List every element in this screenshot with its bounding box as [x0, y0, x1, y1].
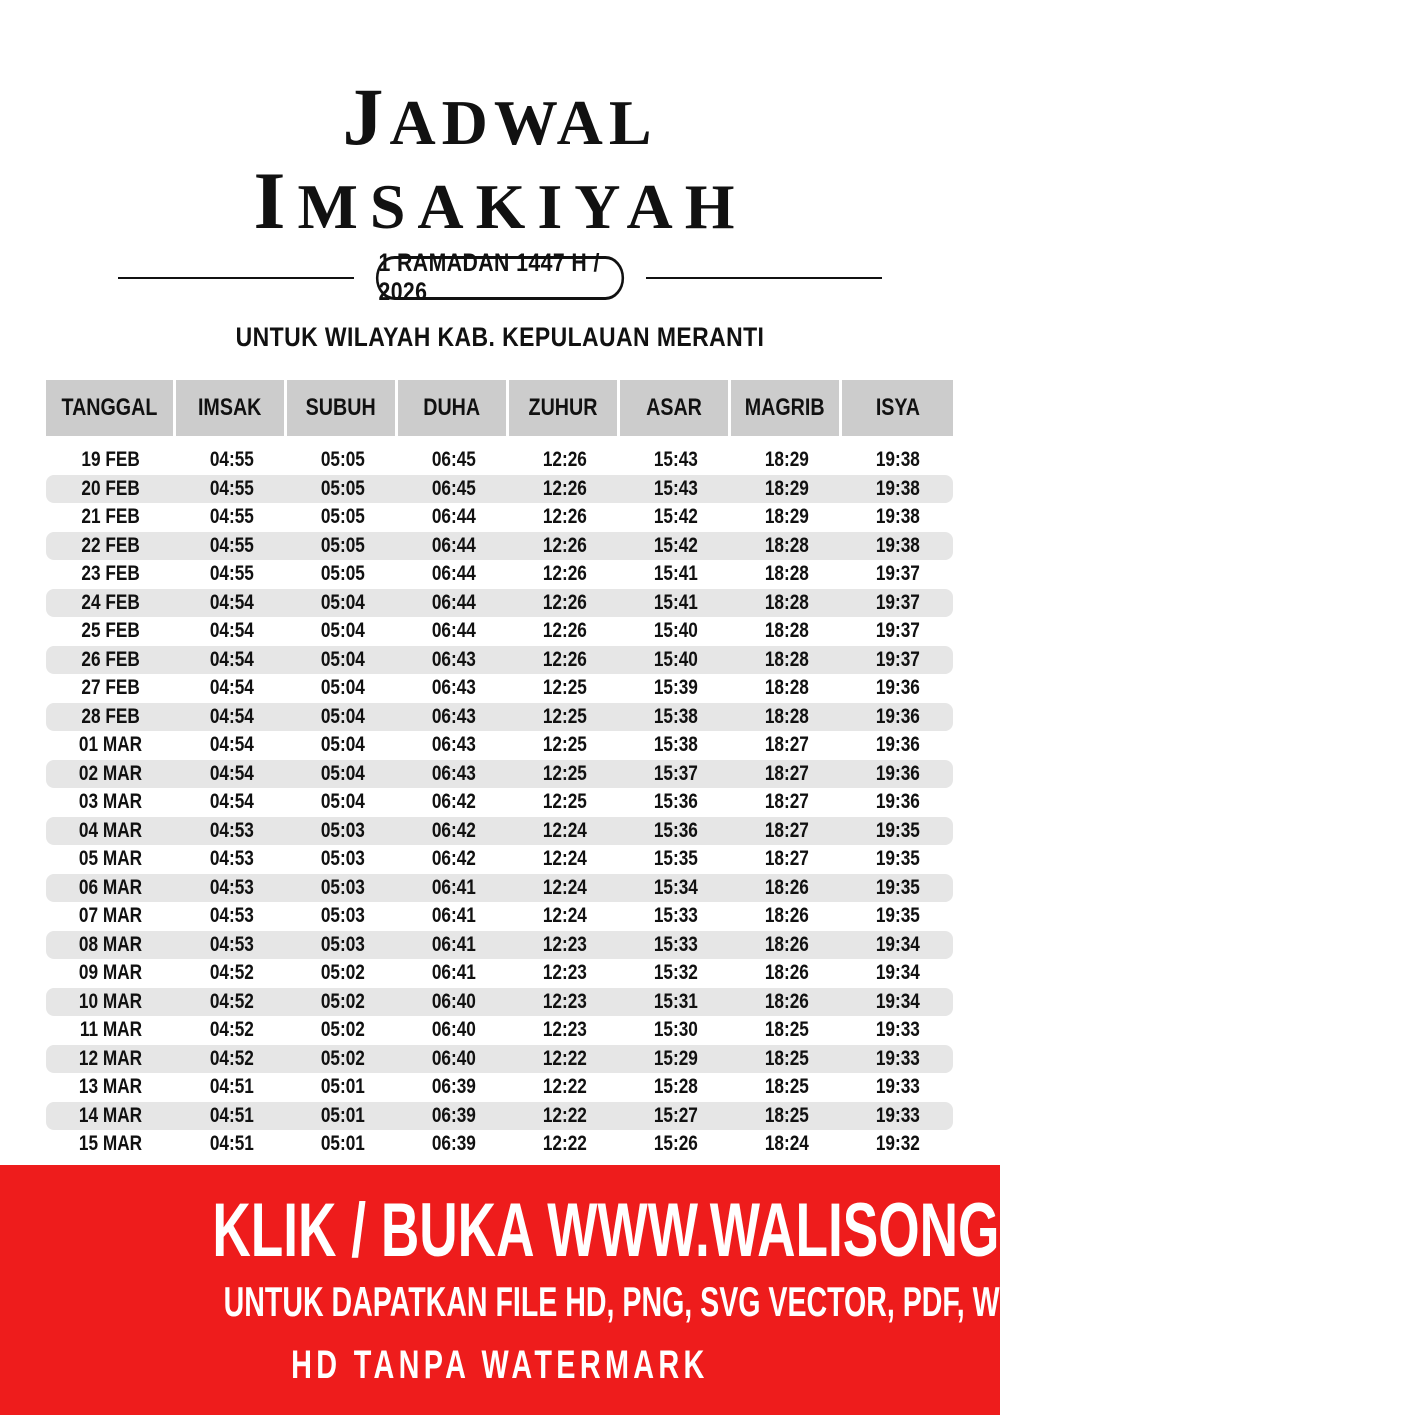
cell-asar: 15:36 [653, 790, 698, 814]
cell-asar: 15:39 [653, 676, 698, 700]
cell-zuhur: 12:24 [542, 818, 587, 842]
cell-magrib: 18:29 [764, 505, 809, 529]
cell-zuhur: 12:23 [542, 932, 587, 956]
cell-zuhur: 12:22 [542, 1103, 587, 1127]
region-subtitle: UNTUK WILAYAH KAB. KEPULAUAN MERANTI [235, 322, 765, 352]
cell-duha: 06:40 [431, 1018, 476, 1042]
table-row [46, 560, 953, 589]
cell-isya: 19:34 [875, 989, 920, 1013]
cell-isya: 19:37 [875, 562, 920, 586]
cell-magrib: 18:28 [764, 562, 809, 586]
cell-zuhur: 12:26 [542, 590, 587, 614]
cell-magrib: 18:26 [764, 904, 809, 928]
promo-banner-note [0, 1345, 1000, 1385]
cell-magrib: 18:28 [764, 676, 809, 700]
cell-subuh: 05:01 [320, 1132, 365, 1156]
cell-imsak: 04:54 [209, 619, 254, 643]
cell-tanggal: 28 FEB [81, 704, 141, 728]
table-row [46, 1073, 953, 1102]
cell-asar: 15:41 [653, 590, 698, 614]
cell-tanggal: 07 MAR [79, 904, 143, 928]
cell-duha: 06:45 [431, 448, 476, 472]
cell-isya: 19:37 [875, 619, 920, 643]
cell-isya: 19:37 [875, 647, 920, 671]
cell-imsak: 04:54 [209, 704, 254, 728]
cell-tanggal: 05 MAR [79, 847, 143, 871]
cell-magrib: 18:25 [764, 1046, 809, 1070]
cell-zuhur: 12:26 [542, 647, 587, 671]
cell-subuh: 05:01 [320, 1103, 365, 1127]
cell-duha: 06:41 [431, 875, 476, 899]
cell-subuh: 05:02 [320, 1046, 365, 1070]
cell-isya: 19:38 [875, 533, 920, 557]
cell-magrib: 18:27 [764, 733, 809, 757]
cell-magrib: 18:27 [764, 761, 809, 785]
cell-tanggal: 20 FEB [81, 476, 141, 500]
cell-asar: 15:43 [653, 476, 698, 500]
table-row [46, 674, 953, 703]
cell-subuh: 05:05 [320, 448, 365, 472]
cell-subuh: 05:03 [320, 875, 365, 899]
cell-magrib: 18:28 [764, 704, 809, 728]
cell-tanggal: 22 FEB [81, 533, 141, 557]
table-row [46, 532, 953, 561]
column-header-duha: DUHA [398, 380, 509, 436]
cell-asar: 15:33 [653, 932, 698, 956]
cell-asar: 15:33 [653, 904, 698, 928]
cell-subuh: 05:04 [320, 704, 365, 728]
cell-asar: 15:38 [653, 733, 698, 757]
cell-tanggal: 14 MAR [79, 1103, 143, 1127]
cell-duha: 06:45 [431, 476, 476, 500]
cell-duha: 06:41 [431, 932, 476, 956]
cell-zuhur: 12:26 [542, 533, 587, 557]
cell-isya: 19:35 [875, 875, 920, 899]
schedule-table-body [46, 446, 953, 1165]
table-row [46, 475, 953, 504]
title-line-2-text: IMSAKIYAH [253, 155, 747, 246]
cell-imsak: 04:54 [209, 647, 254, 671]
cell-magrib: 18:28 [764, 533, 809, 557]
table-row [46, 959, 953, 988]
cell-magrib: 18:25 [764, 1018, 809, 1042]
cell-magrib: 18:28 [764, 619, 809, 643]
cell-zuhur: 12:26 [542, 562, 587, 586]
cell-asar: 15:34 [653, 875, 698, 899]
cell-isya: 19:38 [875, 448, 920, 472]
table-row [46, 731, 953, 760]
table-row [46, 874, 953, 903]
cell-asar: 15:31 [653, 989, 698, 1013]
table-row [46, 1016, 953, 1045]
cell-zuhur: 12:23 [542, 961, 587, 985]
cell-asar: 15:28 [653, 1075, 698, 1099]
cell-duha: 06:42 [431, 790, 476, 814]
cell-asar: 15:37 [653, 761, 698, 785]
cell-tanggal: 19 FEB [81, 448, 141, 472]
cell-zuhur: 12:25 [542, 790, 587, 814]
cell-magrib: 18:25 [764, 1075, 809, 1099]
cell-subuh: 05:03 [320, 932, 365, 956]
cell-asar: 15:40 [653, 647, 698, 671]
table-row [46, 589, 953, 618]
cell-magrib: 18:24 [764, 1132, 809, 1156]
cell-asar: 15:27 [653, 1103, 698, 1127]
cell-tanggal: 21 FEB [81, 505, 141, 529]
table-row [46, 988, 953, 1017]
column-header-zuhur: ZUHUR [509, 380, 620, 436]
cell-duha: 06:44 [431, 533, 476, 557]
promo-subline-text: UNTUK DAPATKAN FILE HD, PNG, SVG VECTOR, PDF, WORD, EXCEL [223, 1278, 1175, 1325]
cell-duha: 06:43 [431, 761, 476, 785]
cell-subuh: 05:04 [320, 761, 365, 785]
cell-isya: 19:36 [875, 676, 920, 700]
cell-subuh: 05:03 [320, 847, 365, 871]
cell-duha: 06:41 [431, 904, 476, 928]
cell-duha: 06:40 [431, 989, 476, 1013]
column-header-tanggal: TANGGAL [46, 380, 176, 436]
column-header-imsak: IMSAK [176, 380, 287, 436]
cell-tanggal: 13 MAR [79, 1075, 143, 1099]
period-badge: 1 RAMADAN 1447 H / 2026 [376, 256, 624, 300]
cell-isya: 19:36 [875, 761, 920, 785]
cell-isya: 19:34 [875, 961, 920, 985]
column-header-asar: ASAR [620, 380, 731, 436]
cell-tanggal: 12 MAR [79, 1046, 143, 1070]
cell-duha: 06:42 [431, 818, 476, 842]
cell-isya: 19:32 [875, 1132, 920, 1156]
cell-imsak: 04:55 [209, 448, 254, 472]
cell-isya: 19:33 [875, 1046, 920, 1070]
cell-imsak: 04:55 [209, 562, 254, 586]
cell-magrib: 18:28 [764, 590, 809, 614]
cell-duha: 06:39 [431, 1132, 476, 1156]
cell-imsak: 04:55 [209, 505, 254, 529]
table-row [46, 703, 953, 732]
cell-asar: 15:29 [653, 1046, 698, 1070]
cell-tanggal: 25 FEB [81, 619, 141, 643]
cell-tanggal: 02 MAR [79, 761, 143, 785]
cell-imsak: 04:55 [209, 476, 254, 500]
table-row [46, 646, 953, 675]
cell-duha: 06:44 [431, 562, 476, 586]
table-row [46, 446, 953, 475]
cell-magrib: 18:29 [764, 448, 809, 472]
title-line-1 [0, 71, 1000, 162]
table-row [46, 845, 953, 874]
cell-asar: 15:32 [653, 961, 698, 985]
cell-tanggal: 03 MAR [79, 790, 143, 814]
cell-zuhur: 12:25 [542, 676, 587, 700]
cell-isya: 19:33 [875, 1075, 920, 1099]
cell-duha: 06:42 [431, 847, 476, 871]
cell-zuhur: 12:25 [542, 761, 587, 785]
cell-duha: 06:43 [431, 676, 476, 700]
cell-tanggal: 04 MAR [79, 818, 143, 842]
cell-tanggal: 10 MAR [79, 989, 143, 1013]
cell-imsak: 04:51 [209, 1075, 254, 1099]
cell-imsak: 04:53 [209, 818, 254, 842]
promo-banner-headline[interactable] [0, 1188, 1204, 1273]
cell-asar: 15:42 [653, 505, 698, 529]
title-line-2 [0, 155, 1000, 246]
cell-asar: 15:30 [653, 1018, 698, 1042]
cell-subuh: 05:04 [320, 590, 365, 614]
cell-imsak: 04:54 [209, 733, 254, 757]
cell-zuhur: 12:22 [542, 1132, 587, 1156]
cell-asar: 15:41 [653, 562, 698, 586]
cell-magrib: 18:27 [764, 790, 809, 814]
cell-tanggal: 08 MAR [79, 932, 143, 956]
promo-headline-text[interactable]: KLIK / BUKA WWW.WALISONGO.CO.ID [212, 1188, 1204, 1273]
cell-magrib: 18:26 [764, 989, 809, 1013]
cell-duha: 06:44 [431, 619, 476, 643]
column-header-isya: ISYA [842, 380, 953, 436]
cell-zuhur: 12:25 [542, 733, 587, 757]
cell-isya: 19:35 [875, 904, 920, 928]
cell-tanggal: 23 FEB [81, 562, 141, 586]
cell-duha: 06:39 [431, 1075, 476, 1099]
cell-isya: 19:33 [875, 1103, 920, 1127]
cell-imsak: 04:53 [209, 904, 254, 928]
cell-subuh: 05:04 [320, 647, 365, 671]
cell-subuh: 05:05 [320, 505, 365, 529]
cell-isya: 19:37 [875, 590, 920, 614]
cell-zuhur: 12:26 [542, 619, 587, 643]
cell-asar: 15:36 [653, 818, 698, 842]
cell-subuh: 05:02 [320, 989, 365, 1013]
cell-imsak: 04:52 [209, 1018, 254, 1042]
decorative-rule-right [646, 277, 882, 279]
cell-duha: 06:43 [431, 733, 476, 757]
cell-subuh: 05:03 [320, 818, 365, 842]
cell-subuh: 05:01 [320, 1075, 365, 1099]
cell-zuhur: 12:24 [542, 904, 587, 928]
cell-imsak: 04:51 [209, 1103, 254, 1127]
cell-zuhur: 12:23 [542, 1018, 587, 1042]
cell-tanggal: 11 MAR [79, 1018, 143, 1042]
cell-isya: 19:35 [875, 818, 920, 842]
table-row [46, 1102, 953, 1131]
cell-zuhur: 12:22 [542, 1046, 587, 1070]
cell-imsak: 04:54 [209, 790, 254, 814]
cell-zuhur: 12:24 [542, 847, 587, 871]
schedule-table-header [46, 380, 953, 436]
cell-asar: 15:35 [653, 847, 698, 871]
cell-zuhur: 12:22 [542, 1075, 587, 1099]
cell-isya: 19:36 [875, 733, 920, 757]
cell-magrib: 18:27 [764, 818, 809, 842]
cell-imsak: 04:53 [209, 875, 254, 899]
promo-note-text: HD TANPA WATERMARK [291, 1343, 709, 1387]
cell-magrib: 18:26 [764, 932, 809, 956]
cell-imsak: 04:54 [209, 590, 254, 614]
cell-tanggal: 01 MAR [79, 733, 143, 757]
table-row [46, 817, 953, 846]
promo-banner[interactable] [0, 1165, 1204, 1415]
cell-imsak: 04:53 [209, 847, 254, 871]
cell-imsak: 04:51 [209, 1132, 254, 1156]
cell-subuh: 05:04 [320, 733, 365, 757]
title-line-1-text: JADWAL [342, 71, 658, 162]
cell-magrib: 18:28 [764, 647, 809, 671]
cell-duha: 06:44 [431, 590, 476, 614]
cell-subuh: 05:05 [320, 562, 365, 586]
column-header-magrib: MAGRIB [731, 380, 842, 436]
cell-magrib: 18:29 [764, 476, 809, 500]
cell-zuhur: 12:26 [542, 505, 587, 529]
cell-asar: 15:42 [653, 533, 698, 557]
cell-zuhur: 12:26 [542, 448, 587, 472]
table-row [46, 1045, 953, 1074]
cell-asar: 15:43 [653, 448, 698, 472]
cell-magrib: 18:25 [764, 1103, 809, 1127]
cell-subuh: 05:03 [320, 904, 365, 928]
cell-zuhur: 12:26 [542, 476, 587, 500]
cell-duha: 06:39 [431, 1103, 476, 1127]
column-header-subuh: SUBUH [287, 380, 398, 436]
cell-asar: 15:38 [653, 704, 698, 728]
cell-magrib: 18:26 [764, 875, 809, 899]
cell-isya: 19:35 [875, 847, 920, 871]
cell-subuh: 05:05 [320, 533, 365, 557]
cell-zuhur: 12:25 [542, 704, 587, 728]
table-row [46, 1130, 953, 1159]
cell-imsak: 04:55 [209, 533, 254, 557]
cell-asar: 15:26 [653, 1132, 698, 1156]
promo-banner-subline [0, 1278, 1175, 1325]
cell-duha: 06:44 [431, 505, 476, 529]
cell-isya: 19:34 [875, 932, 920, 956]
table-row [46, 617, 953, 646]
cell-magrib: 18:26 [764, 961, 809, 985]
cell-tanggal: 09 MAR [79, 961, 143, 985]
cell-isya: 19:36 [875, 790, 920, 814]
cell-subuh: 05:02 [320, 1018, 365, 1042]
cell-tanggal: 24 FEB [81, 590, 141, 614]
cell-isya: 19:36 [875, 704, 920, 728]
cell-subuh: 05:04 [320, 619, 365, 643]
decorative-rule-left [118, 277, 354, 279]
cell-tanggal: 06 MAR [79, 875, 143, 899]
cell-magrib: 18:27 [764, 847, 809, 871]
cell-subuh: 05:02 [320, 961, 365, 985]
cell-asar: 15:40 [653, 619, 698, 643]
cell-tanggal: 27 FEB [81, 676, 141, 700]
cell-duha: 06:41 [431, 961, 476, 985]
cell-duha: 06:43 [431, 647, 476, 671]
cell-isya: 19:38 [875, 505, 920, 529]
cell-zuhur: 12:24 [542, 875, 587, 899]
cell-imsak: 04:54 [209, 761, 254, 785]
cell-imsak: 04:52 [209, 989, 254, 1013]
cell-zuhur: 12:23 [542, 989, 587, 1013]
cell-tanggal: 15 MAR [79, 1132, 143, 1156]
cell-subuh: 05:05 [320, 476, 365, 500]
cell-imsak: 04:52 [209, 1046, 254, 1070]
table-row [46, 902, 953, 931]
cell-imsak: 04:52 [209, 961, 254, 985]
cell-isya: 19:38 [875, 476, 920, 500]
table-row [46, 503, 953, 532]
cell-tanggal: 26 FEB [81, 647, 141, 671]
cell-imsak: 04:53 [209, 932, 254, 956]
table-row [46, 760, 953, 789]
cell-subuh: 05:04 [320, 790, 365, 814]
cell-duha: 06:40 [431, 1046, 476, 1070]
cell-isya: 19:33 [875, 1018, 920, 1042]
table-row [46, 931, 953, 960]
cell-imsak: 04:54 [209, 676, 254, 700]
cell-subuh: 05:04 [320, 676, 365, 700]
cell-duha: 06:43 [431, 704, 476, 728]
table-row [46, 788, 953, 817]
